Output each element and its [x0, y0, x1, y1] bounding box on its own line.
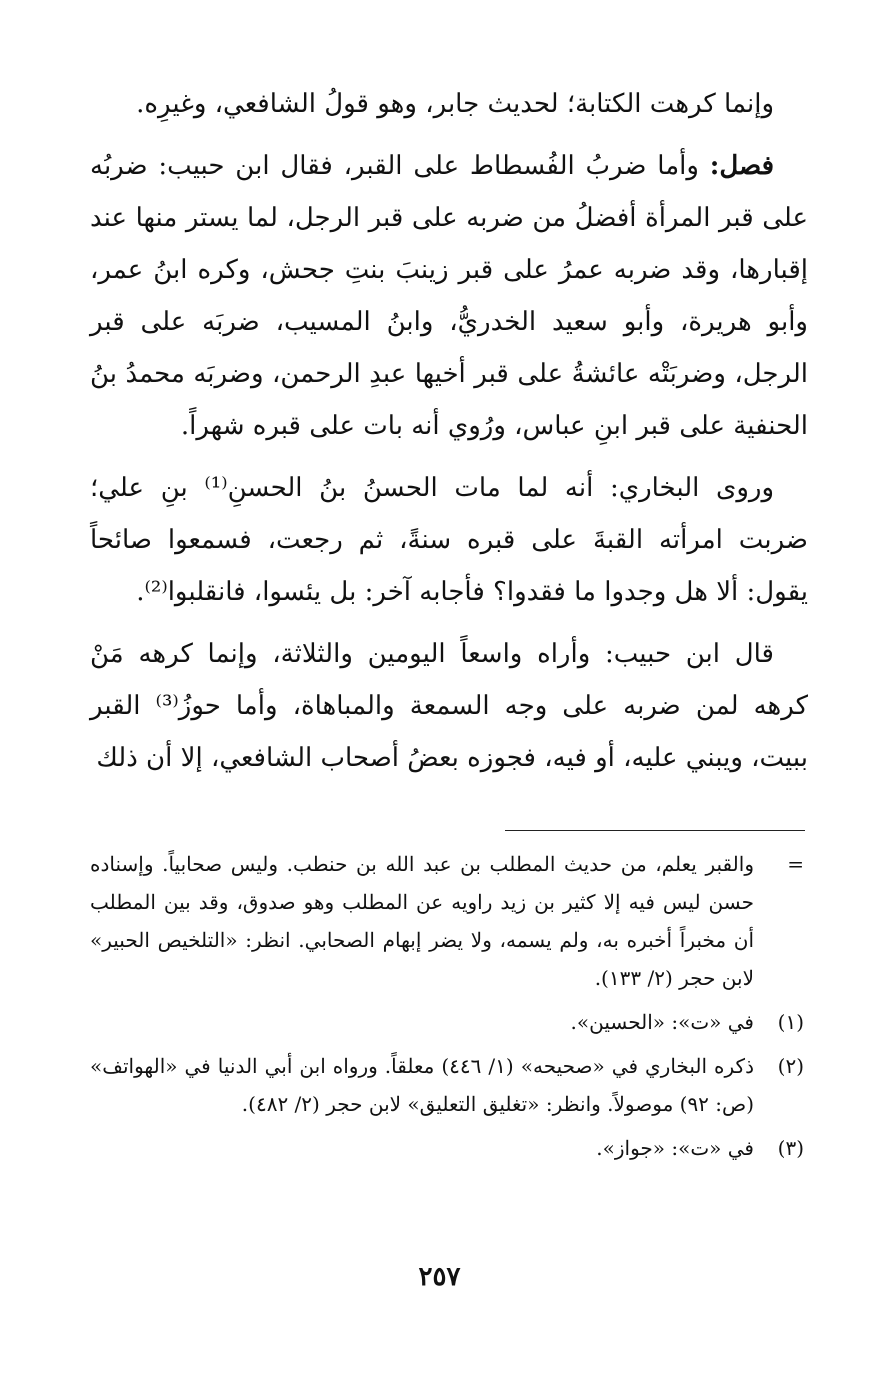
footnote-mark: =: [787, 852, 804, 876]
footnote-separator: [505, 830, 805, 831]
footnote-continued: [90, 845, 808, 997]
paragraph-2: [90, 140, 808, 452]
paragraph-2-text: وأما ضربُ الفُسطاط على القبر، فقال ابن حبيب: ضربُه على قبر المرأة أفضلُ من ضربه على قبر الرجل، لما يستر منها عند إقبارها، وقد ضربه عمرُ على قبر زينبَ بنتِ جحش، وكره ابنُ عمر، وأبو هريرة، وأبو سعيد الخدريُّ، وابنُ المسيب، ضربَه على قبر الرجل، وضربَتْه عائشةُ على قبر أخيها عبدِ الرحمن، وضربَه محمدُ بنُ الحنفية على قبر ابنِ عباس، ورُوي أنه بات على قبره شهراً.: [90, 151, 808, 441]
paragraph-3: وروى البخاري: أنه لما مات الحسنُ بنُ الحسنِ⁽¹⁾ بنِ علي؛ ضربت امرأته القبةَ على قبره سنةً، ثم رجعت، فسمعوا صائحاً يقول: ألا هل وجدوا ما فقدوا؟ فأجابه آخر: بل يئسوا، فانقلبوا⁽²⁾.: [90, 473, 808, 607]
footnote-mark: (٢): [777, 1054, 804, 1078]
main-text: [90, 78, 808, 794]
footnote-3: [90, 1129, 808, 1167]
footnote-2: [90, 1047, 808, 1123]
paragraph-4: قال ابن حبيب: وأراه واسعاً اليومين والثلاثة، وإنما كرهه مَنْ كرهه لمن ضربه على وجه السمعة والمباهاة، وأما حوزُ⁽³⁾ القبر ببيت، ويبني عليه، أو فيه، فجوزه بعضُ أصحاب الشافعي، إلا أن ذلك: [90, 639, 808, 773]
footnote-text: في «ت»: «الحسين».: [570, 1010, 754, 1034]
footnote-mark: (١): [777, 1010, 804, 1034]
footnote-text: ذكره البخاري في «صحيحه» (١/ ٤٤٦) معلقاً. ورواه ابن أبي الدنيا في «الهواتف» (ص: ٩٢) موصولاً. وانظر: «تغليق التعليق» لابن حجر (٢/ ٤٨٢).: [90, 1054, 754, 1116]
paragraph-1: وإنما كرهت الكتابة؛ لحديث جابر، وهو قولُ الشافعي، وغيرِه.: [136, 89, 774, 119]
footnotes: [90, 845, 808, 1173]
footnote-mark: (٣): [777, 1136, 804, 1160]
footnote-text: والقبر يعلم، من حديث المطلب بن عبد الله بن حنطب. وليس صحابياً. وإسناده حسن ليس فيه إلا كثير بن زيد راويه عن المطلب وهو صدوق، وقد بين المطلب أن مخبراً أخبره به، ولم يسمه، ولا يضر إبهام الصحابي. انظر: «التلخيص الحبير» لابن حجر (٢/ ١٣٣).: [90, 852, 754, 990]
page-number: ٢٥٧: [418, 1262, 461, 1292]
footnote-text: في «ت»: «جواز».: [596, 1136, 754, 1160]
section-term: فصل:: [709, 151, 774, 181]
footnote-1: [90, 1003, 808, 1041]
